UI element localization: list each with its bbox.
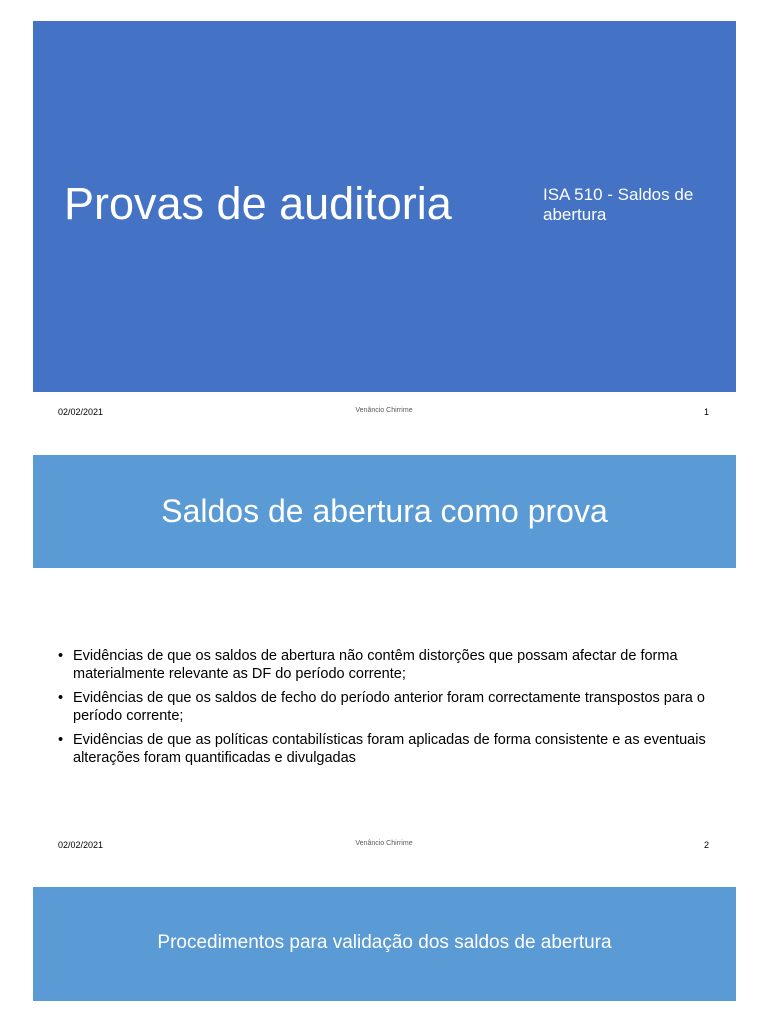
bullet-list (58, 647, 708, 773)
slide-title: Provas de auditoria (64, 178, 452, 229)
slide-title: Saldos de abertura como prova (161, 493, 608, 529)
slide-2-footer (0, 840, 768, 856)
slide-1-banner (33, 21, 736, 392)
slide-2-banner (33, 455, 736, 568)
slide-subtitle: ISA 510 - Saldos de abertura (543, 185, 694, 224)
footer-date: 02/02/2021 (58, 840, 104, 850)
footer-date: 02/02/2021 (58, 407, 104, 417)
slide-1-footer (0, 407, 768, 423)
slide-3-banner (33, 887, 736, 1001)
footer-author: Venâncio Chirrime (355, 407, 413, 414)
list-item: • Evidências de que as políticas contabilísticas foram aplicadas de forma consistente e as eventuais alterações foram quantificadas e divulgadas (58, 731, 708, 767)
page-number: 2 (704, 840, 710, 850)
list-item: • Evidências de que os saldos de fecho do período anterior foram correctamente transpostos para o período corrente; (58, 689, 708, 725)
slide-title: Procedimentos para validação dos saldos de abertura (157, 932, 612, 953)
list-item: • Evidências de que os saldos de abertura não contêm distorções que possam afectar de forma materialmente relevante as DF do período corrente; (58, 647, 708, 683)
page-number: 1 (704, 407, 710, 417)
footer-author: Venâncio Chirrime (355, 840, 413, 847)
